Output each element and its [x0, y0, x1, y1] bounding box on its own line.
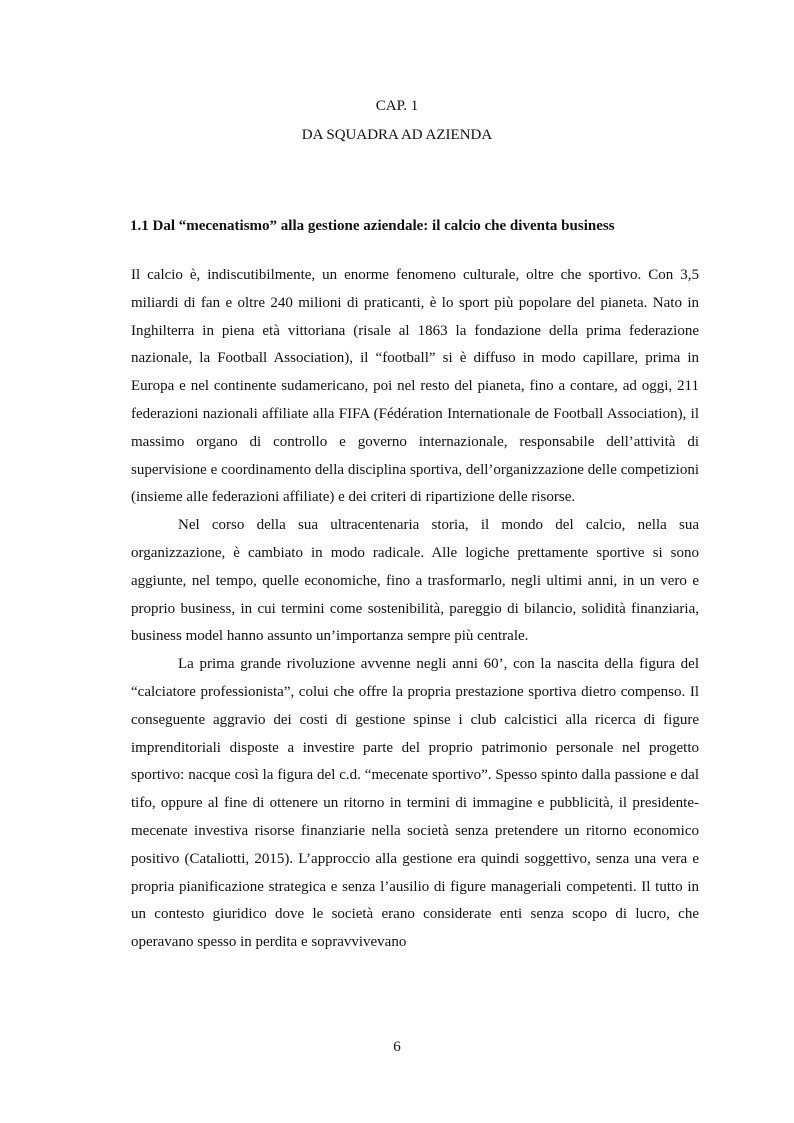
paragraph: La prima grande rivoluzione avvenne negli anni 60’, con la nascita della figura del “calciatore professionista”, colui che offre la propria prestazione sportiva dietro compenso. Il conseguente aggravio dei costi di gestione spinse i club calcistici alla ricerca di figure imprenditoriali disposte a investire parte del proprio patrimonio personale nel progetto sportivo: nacque così la figura del c.d. “mecenate sportivo”. Spesso spinto dalla passione e dal tifo, oppure al fine di ottenere un ritorno in termini di immagine e pubblicità, il presidente-mecenate investiva risorse finanziarie nella società senza pretendere un ritorno economico positivo (Cataliotti, 2015). L’approccio alla gestione era quindi soggettivo, senza una vera e propria pianificazione strategica e senza l’ausilio di figure manageriali competenti. Il tutto in un contesto giuridico dove le società erano considerate enti senza scopo di lucro, che operavano spesso in perdita e sopravvivevano: [131, 656, 699, 951]
chapter-title: DA SQUADRA AD AZIENDA: [301, 127, 493, 143]
section-title: 1.1 Dal “mecenatismo” alla gestione aziendale: il calcio che diventa business: [130, 218, 615, 234]
page-number: 6: [393, 1039, 401, 1055]
body-text: [131, 262, 699, 957]
paragraph: Il calcio è, indiscutibilmente, un enorme fenomeno culturale, oltre che sportivo. Con 3,5 miliardi di fan e oltre 240 milioni di praticanti, è lo sport più popolare del pianeta. Nato in Inghilterra in piena età vittoriana (risale al 1863 la fondazione della prima federazione nazionale, la Football Association), il “football” si è diffuso in modo capillare, prima in Europa e nel continente sudamericano, poi nel resto del pianeta, fino a contare, ad oggi, 211 federazioni nazionali affiliate alla FIFA (Fédération Internationale de Football Association), il massimo organo di controllo e governo internazionale, responsabile dell’attività di supervisione e coordinamento della disciplina sportiva, dell’organizzazione delle competizioni (insieme alle federazioni affiliate) e dei criteri di ripartizione delle risorse.: [131, 267, 699, 506]
chapter-heading: [0, 92, 794, 150]
chapter-number: CAP. 1: [375, 98, 419, 114]
paragraph: Nel corso della sua ultracentenaria storia, il mondo del calcio, nella sua organizzazione, è cambiato in modo radicale. Alle logiche prettamente sportive si sono aggiunte, nel tempo, quelle economiche, fino a trasformarlo, negli ultimi anni, in un vero e proprio business, in cui termini come sostenibilità, pareggio di bilancio, solidità finanziaria, business model hanno assunto un’importanza sempre più centrale.: [131, 517, 699, 645]
